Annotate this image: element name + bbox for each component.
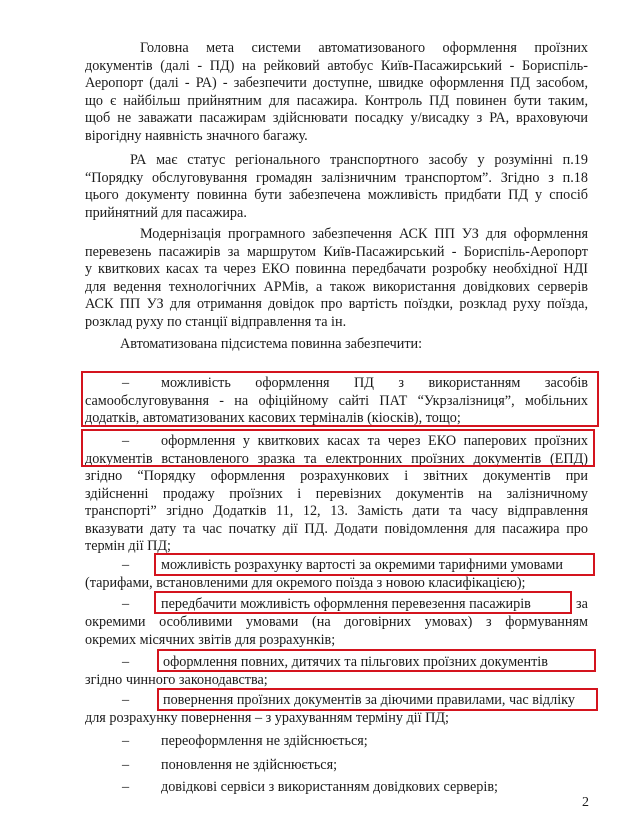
text-line: можливість оформлення ПД з використанням засобів [161,375,588,391]
text-line: вказувати дату та час початку дії ПД. Додати повідомлення для пасажира про [85,520,588,537]
list-dash: – [122,557,130,573]
text-line: окремих місячних звітів для розрахунків; [85,631,336,648]
text-line: переоформлення не здійснюється; [161,733,368,749]
list-item-special-cont [85,614,588,649]
list-dash: – [122,375,130,391]
paragraph-purpose [85,40,588,145]
list-item-reference-services [161,779,498,797]
text-line: згідно “Порядку оформлення розрахункових і звітних документів при [85,468,588,484]
list-item-tariff [161,557,563,575]
text-line: у квиткових касах та через ЕКО повинна передбачати розробку необхідної НДІ [85,261,588,277]
paragraph-modernization [85,226,588,331]
list-dash: – [122,433,130,449]
list-item-special-conditions [161,596,531,614]
text-line: Модернізація програмного забезпечення АСК ПП УЗ для оформлення [140,226,588,242]
list-item-refund [163,692,575,710]
list-dash: – [122,692,130,708]
list-item-ticket-office [85,433,588,556]
text-line: цього документу повинна бути забезпечена можливість придбати ПД у спосіб [85,187,588,203]
text-line: окремими особливими умовами (на договірних умовах) з формуванням [85,614,588,630]
text-line: АСК ПП УЗ для отримання довідок про вартість поїздки, розклад руху поїзда, [85,296,588,312]
list-dash: – [122,779,130,795]
text-line: документів (далі - ПД) на рейковий автобус Київ-Пасажирський - Бориспіль- [85,57,588,74]
text-line: документів встановленого зразка та електронних проїзних документів (ЕПД) [85,450,588,467]
list-item-special-tail [576,596,588,614]
text-line: для розрахунку повернення – з урахуванням терміну дії ПД; [85,710,449,726]
list-item-reissue [161,733,368,751]
text-line: прийнятний для пасажира. [85,204,247,221]
text-line: що є найбільш прийнятним для пасажира. Контроль ПД повинен бути таким, [85,92,588,109]
list-dash: – [122,596,130,612]
list-dash: – [122,654,130,670]
text-line: оформлення у квиткових касах та через ЕКО паперових проїзних [161,433,588,449]
text-line: перевезень пасажирів за маршрутом Київ-Пасажирський - Бориспіль-Аеропорт [85,243,588,260]
text-line: “Порядку обслуговування громадян залізничним транспортом”. Згідно з п.18 [85,169,588,186]
list-item-ticket-types [163,654,548,672]
list-item-self-service [85,375,588,428]
text-line: довідкові сервіси з використанням довідкових серверів; [161,779,498,795]
text-line: Аеропорт (далі - РА) - забезпечити доступне, швидке оформлення ПД засобом, [85,75,588,91]
paragraph-status [85,152,588,222]
text-line: РА має статус регіонального транспортного засобу у розумінні п.19 [130,152,588,168]
text-line: Автоматизована підсистема повинна забезпечити: [120,336,423,352]
text-line: додатків, автоматизованих касових терміналів (кіосків), тощо; [85,410,461,426]
text-line: для ведення технологічних АРМів, а також використання довідкових серверів [85,278,588,295]
list-intro [120,336,580,354]
text-line: (тарифами, встановленими для окремого поїзда з новою класифікацією); [85,575,526,591]
text-line: транспорті” згідно Додатків 11, 12, 13. Замість дати та часу відправлення [85,503,588,519]
text-line: згідно чинного законодавства; [85,672,268,688]
text-line: оформлення повних, дитячих та пільгових проїзних документів [163,654,548,670]
text-line: самообслуговування - на офіційному сайті ПАТ “Укрзалізниця”, мобільних [85,392,588,409]
page-number: 2 [582,795,589,810]
text-line: повернення проїзних документів за діючими правилами, час відліку [163,692,575,708]
text-line: за [576,596,588,612]
text-line: розклад руху по станції відправлення та ін. [85,313,347,330]
text-line: здійсненні продажу проїзних і перевізних документів на залізничному [85,485,588,502]
text-line: поновлення не здійснюється; [161,757,338,773]
list-item-refund-cont [85,710,588,728]
list-item-ticket-types-cont [85,672,588,690]
text-line: вірогідну наявність значного багажу. [85,127,308,144]
text-line: Головна мета системи автоматизованого оформлення проїзних [140,40,588,56]
list-dash: – [122,757,130,773]
text-line: термін дії ПД; [85,538,171,554]
list-item-tariff-cont [85,575,588,593]
list-dash: – [122,733,130,749]
text-line: можливість розрахунку вартості за окремими тарифними умовами [161,557,563,573]
text-line: щоб не заважати пасажирам здійснювати посадку у/висадку з РА, враховуючи [85,110,588,126]
text-line: передбачити можливість оформлення перевезення пасажирів [161,596,531,612]
list-item-renewal [161,757,337,775]
